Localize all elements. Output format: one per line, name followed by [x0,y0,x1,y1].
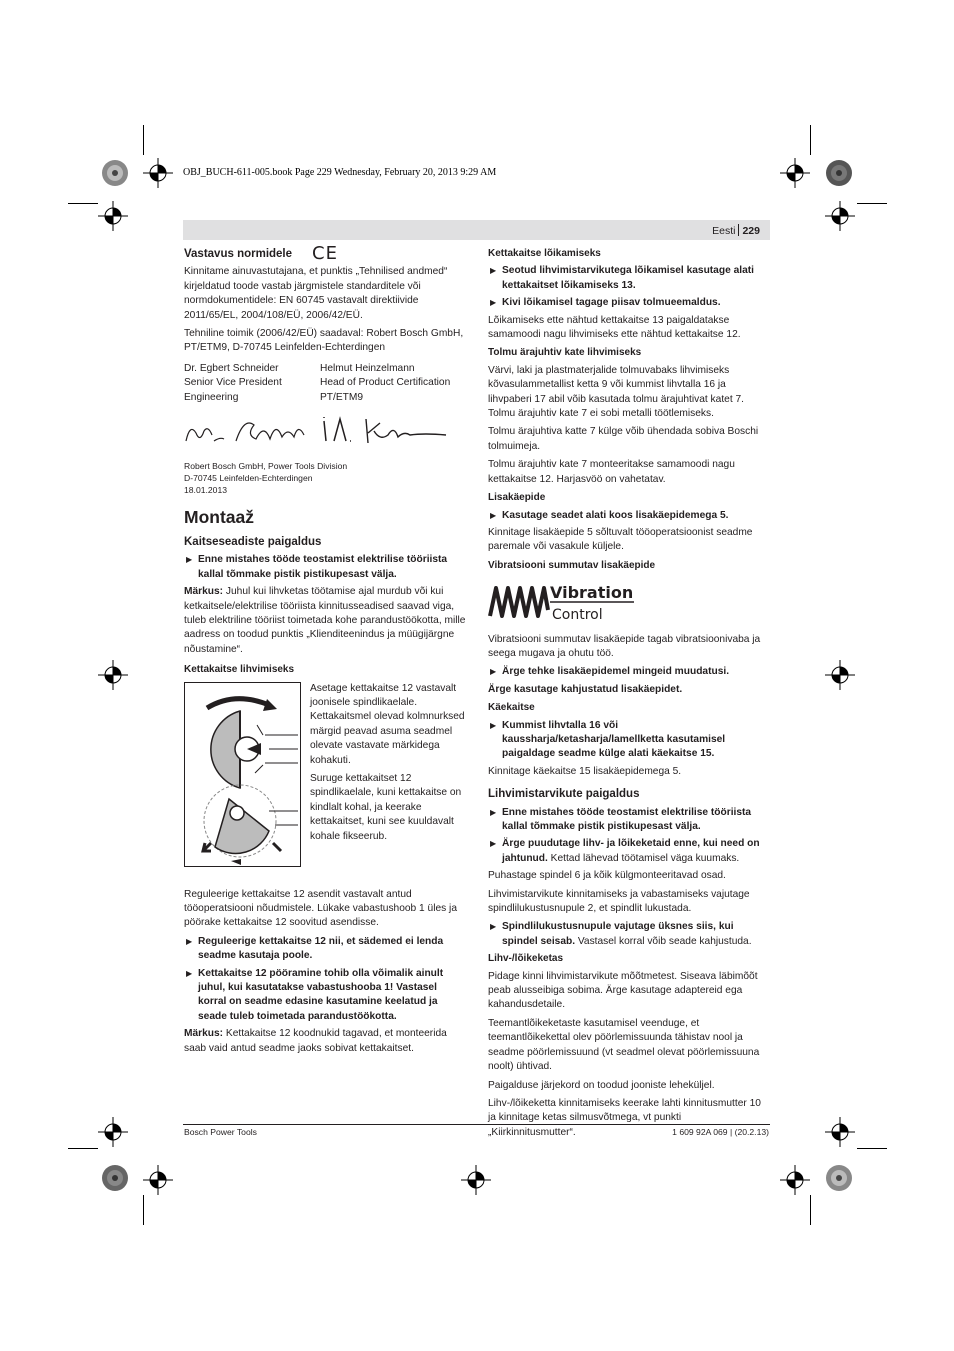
company-line2: D-70745 Leinfelden-Echterdingen [184,473,313,484]
signatories [184,362,467,405]
print-header: OBJ_BUCH-611-005.book Page 229 Wednesday, February 20, 2013 9:29 AM [183,167,497,178]
crop-mark [68,1148,98,1149]
disc-p4: Lihv-/lõikeketta kinnitamiseks keerake lahti kinnitusmutter 10 ja kinnitage ketas silmusvõtmega, vt punkti „Kiirkinnitusmutter“. [488,1097,761,1138]
tools-bullet2-bold: Ärge puudutage lihv- ja lõikeketaid enne, kui need on jahtunud. [502,838,760,864]
vibration-logo-line2: Control [552,607,603,624]
bullet-arrow-icon: ▶ [490,667,497,677]
vibration-paragraph: Vibratsiooni summutav lisakäepide tagab vibratsioonivaba ja seega mugava ja ohutu töö. [488,633,761,659]
aux-handle-heading: Lisakäepide [488,492,546,504]
safety-bullet [184,553,467,582]
bullet-arrow-icon: ▶ [490,922,497,932]
tools-bullet2 [488,837,771,866]
guard-mounting-illustration [184,682,301,867]
signer1-dept: Engineering [184,391,239,403]
tools-p2: Lihvimistarvikute kinnitamiseks ja vabastamiseks vajutage spindlilukustusnupule 2, et spindlit lukustada. [488,888,750,915]
tools-bullet1 [488,806,771,835]
crop-mark [810,1195,811,1225]
hand-guard-heading: Käekaitse [488,702,535,714]
signatures-image [184,413,467,453]
declaration-date: 18.01.2013 [184,485,228,496]
bullet-arrow-icon: ▶ [490,266,497,276]
guard-figure-text [310,682,468,848]
registration-mark-icon [98,660,128,690]
cutting-paragraph: Lõikamiseks ette nähtud kettakaitse 13 paigaldatakse samamoodi nagu lihvimiseks ette nähtud kettakaitse 12. [488,314,741,341]
registration-mark-icon [98,201,128,231]
signer1-title: Senior Vice President [184,377,282,389]
safety-heading: Kaitseseadiste paigaldus [184,535,322,548]
header-separator [738,224,739,236]
disc-heading: Lihv-/lõikeketas [488,953,564,965]
crop-mark [143,1195,144,1225]
right-column [488,247,771,1144]
page-header-text [712,224,760,237]
disc-p3: Paigalduse järjekord on toodud jooniste leheküljel. [488,1079,715,1091]
vibration-bullet [488,665,771,679]
dust-p2: Tolmu ärajuhtiva katte 7 külge võib ühendada sobiva Boschi tolmuimeja. [488,426,759,452]
signer2-dept: PT/ETM9 [320,391,364,403]
guard-bullet2-text: Kettakaitse 12 pööramine tohib olla võimalik ainult juhul, kui kasutatakse vabastushooba 1! Vastasel korral on seadme edasine kasutamine keelatud ja seade tuleb toimetada parandustöökotta. [198,967,444,1022]
hand-bullet [488,719,771,762]
disc-p1: Pidage kinni lihvimistarvikute mõõtmetest. Siseava läbimõõt peab alusseibiga sobima. Ärge kasutage adaptereid ega kahandusdetaile. [488,970,758,1011]
color-rosette-icon [101,159,129,187]
tools-bullet3-rest: Vastasel korral võib seade kahjustuda. [575,935,752,947]
crop-mark [68,203,98,204]
guard-bullet2 [184,967,467,1025]
bullet-arrow-icon: ▶ [186,555,193,565]
registration-mark-icon [825,1117,855,1147]
tools-heading: Lihvimistarvikute paigaldus [488,788,640,801]
registration-mark-icon [825,660,855,690]
cutting-bullet1-text: Seotud lihvimistarvikutega lõikamisel kasutage alati kettakaitset lõikamiseks 13. [502,265,754,291]
section-title: Montaaž [184,507,254,528]
tools-bullet2-rest: Kettad lähevad töötamisel väga kuumaks. [547,852,740,864]
hand-paragraph: Kinnitage käekaitse 15 lisakäepidemega 5. [488,765,682,777]
color-rosette-icon [825,1164,853,1192]
note2-paragraph [184,1027,467,1056]
signer2-name: Helmut Heinzelmann [320,362,415,374]
guard-bullet1-text: Reguleerige kettakaitse 12 nii, et sädemed ei lenda seadme kasutaja poole. [198,935,444,962]
crop-mark [810,125,811,155]
note-text: Juhul kui lihvketas töötamise ajal murdub või kui ketkaitsele/elektrilise tööriista kinnitusseadised saavad viga, tuleb elektriline tööriist toimetada kohe parandustöökotta, mille aadress on toodud punktis „Klienditeenindus ja müügijärgne nõustamine“. [184,586,466,655]
note2-label: Märkus: [184,1028,224,1040]
conformity-heading [184,243,467,264]
bullet-arrow-icon: ▶ [490,807,497,817]
aux-bullet-text: Kasutage seadet alati koos lisakäepidemega 5. [502,509,729,521]
signer1-name: Dr. Egbert Schneider [184,362,279,374]
page-number: 229 [742,225,760,237]
bullet-arrow-icon: ▶ [490,720,497,730]
dust-p1: Värvi, laki ja plastmaterjalide tolmuvabaks lihvimiseks kõvasulammetallist ketta 9 või kummist lihvtalla 16 ja lihvpaberi 17 abil võib kasutada tolmu ärajuhtivat katet 7. Tolmu ärajuhtiv kate 7 ei sobi metalli töötlemiseks. [488,364,744,420]
aux-bullet [488,509,771,523]
bullet-arrow-icon: ▶ [186,936,193,946]
dust-p3: Tolmu ärajuhtiv kate 7 monteeritakse samamoodi nagu kettakaitse 12. Harjasvöö on vahetatav. [488,459,735,485]
registration-mark-icon [825,201,855,231]
signer-left [184,362,320,405]
hand-bullet-text: Kummist lihvtalla 16 või kaussharja/ketasharja/lamellketta kasutamisel paigaldage seadme külge alati käekaitse 15. [502,719,726,760]
guard-bullet1 [184,935,467,964]
cutting-bullet2 [488,296,771,310]
crop-mark [143,125,144,155]
registration-mark-icon [143,1165,173,1195]
tools-bullet3-bold: Spindlilukustusnupule vajutage üksnes siis, kui spindel seisab. [502,921,734,947]
note2-text: Kettakaitse 12 koodnukid tagavad, et monteerida saab vaid antud seadme jaoks sobivat kettakaitset. [184,1028,447,1054]
company-line1: Robert Bosch GmbH, Power Tools Division [184,461,348,472]
cutting-bullet2-text: Kivi lõikamisel tagage piisav tolmueemaldus. [502,297,721,309]
guard-grinding-heading: Kettakaitse lihvimiseks [184,664,295,676]
registration-mark-icon [461,1165,491,1195]
registration-mark-icon [98,1117,128,1147]
signer2-title: Head of Product Certification [320,377,451,389]
bullet-arrow-icon: ▶ [490,298,497,308]
vibration-heading: Vibratsiooni summutav lisakäepide [488,559,656,571]
left-column [184,243,467,1060]
disc-p2: Teemantlõikeketaste kasutamisel veenduge, et teemantlõikekettal olev pöörlemissuunda tähistav nool ja seadme pöörlemissuund (vt seadmel olevat pöörlemissuuna noolt) ühtivad. [488,1017,760,1073]
tools-p1: Puhastage spindel 6 ja kõik külgmonteeritavad osad. [488,870,726,882]
footer-rule [183,1124,770,1125]
aux-paragraph: Kinnitage lisakäepide 5 sõltuvalt tööoperatsioonist seadme paremale või vasakule küljele. [488,526,753,553]
conformity-text: Kinnitame ainuvastutajana, et punktis „Tehnilised andmed“ kirjeldatud toode vastab järgmistele standarditele või normdokumentidele: EN 60745 vastavalt direktiivide 2011/65/EL, 2004/108/EÜ, 2006/42/EÜ. [184,266,448,321]
vibration-logo-line1: Vibration [550,583,634,603]
safety-bullet-text: Enne mistahes tööde teostamist elektrilise tööriista kallal tõmmake pistik pistikupesast välja. [198,554,448,580]
color-rosette-icon [825,159,853,187]
company-block [184,460,467,496]
guard-figure-row [184,682,467,882]
registration-mark-icon [780,1165,810,1195]
page-header-band [183,220,770,240]
tools-bullet1-text: Enne mistahes tööde teostamist elektrilise tööriista kallal tõmmake pistik pistikupesast välja. [502,806,752,832]
dust-heading: Tolmu ärajuhtiv kate lihvimiseks [488,347,642,359]
crop-mark [857,203,887,204]
language-label: Eesti [712,225,736,237]
note-label: Märkus: [184,586,224,598]
vibration-bold: Ärge kasutage kahjustatud lisakäepidet. [488,683,683,695]
vibration-control-logo [488,580,634,624]
vibration-bullet-text: Ärge tehke lisakäepidemel mingeid muudatusi. [502,666,730,678]
color-rosette-icon [101,1164,129,1192]
footer-doc-number: 1 609 92A 069 | (20.2.13) [672,1127,769,1137]
footer-brand: Bosch Power Tools [184,1127,257,1137]
crop-mark [857,1148,887,1149]
note-paragraph [184,585,467,657]
cutting-guard-heading: Kettakaitse lõikamiseks [488,248,601,259]
ce-mark: CE [312,243,338,264]
guard-p2: Suruge kettakaitset 12 spindlikaelale, kuni kettakaitse on kindlalt kohal, ja keerake kettakaitset, kuni see kuuldavalt kohale fikseerub. [310,772,462,842]
registration-mark-icon [780,158,810,188]
guard-p3: Reguleerige kettakaitse 12 asendit vastavalt antud tööoperatsiooni nõudmistele. Lükake vabastushoob 1 üles ja pöörake kettakaitse 12 soovitud asendisse. [184,888,457,929]
signer-right [320,362,467,405]
tools-bullet3 [488,920,771,949]
tech-file-text: Tehniline toimik (2006/42/EÜ) saadaval: Robert Bosch GmbH, PT/ETM9, D-70745 Leinfelden-Echterdingen [184,328,464,354]
bullet-arrow-icon: ▶ [490,510,497,520]
bullet-arrow-icon: ▶ [186,968,193,978]
registration-mark-icon [143,158,173,188]
guard-p1: Asetage kettakaitse 12 vastavalt joonisele spindlikaelale. Kettakaitsmel olevad kolmnurksed märgid peavad asuma seadmel olevate vastavate märkidega kohakuti. [310,682,465,766]
bullet-arrow-icon: ▶ [490,839,497,849]
cutting-bullet1 [488,264,771,293]
conformity-title: Vastavus normidele [184,248,293,260]
